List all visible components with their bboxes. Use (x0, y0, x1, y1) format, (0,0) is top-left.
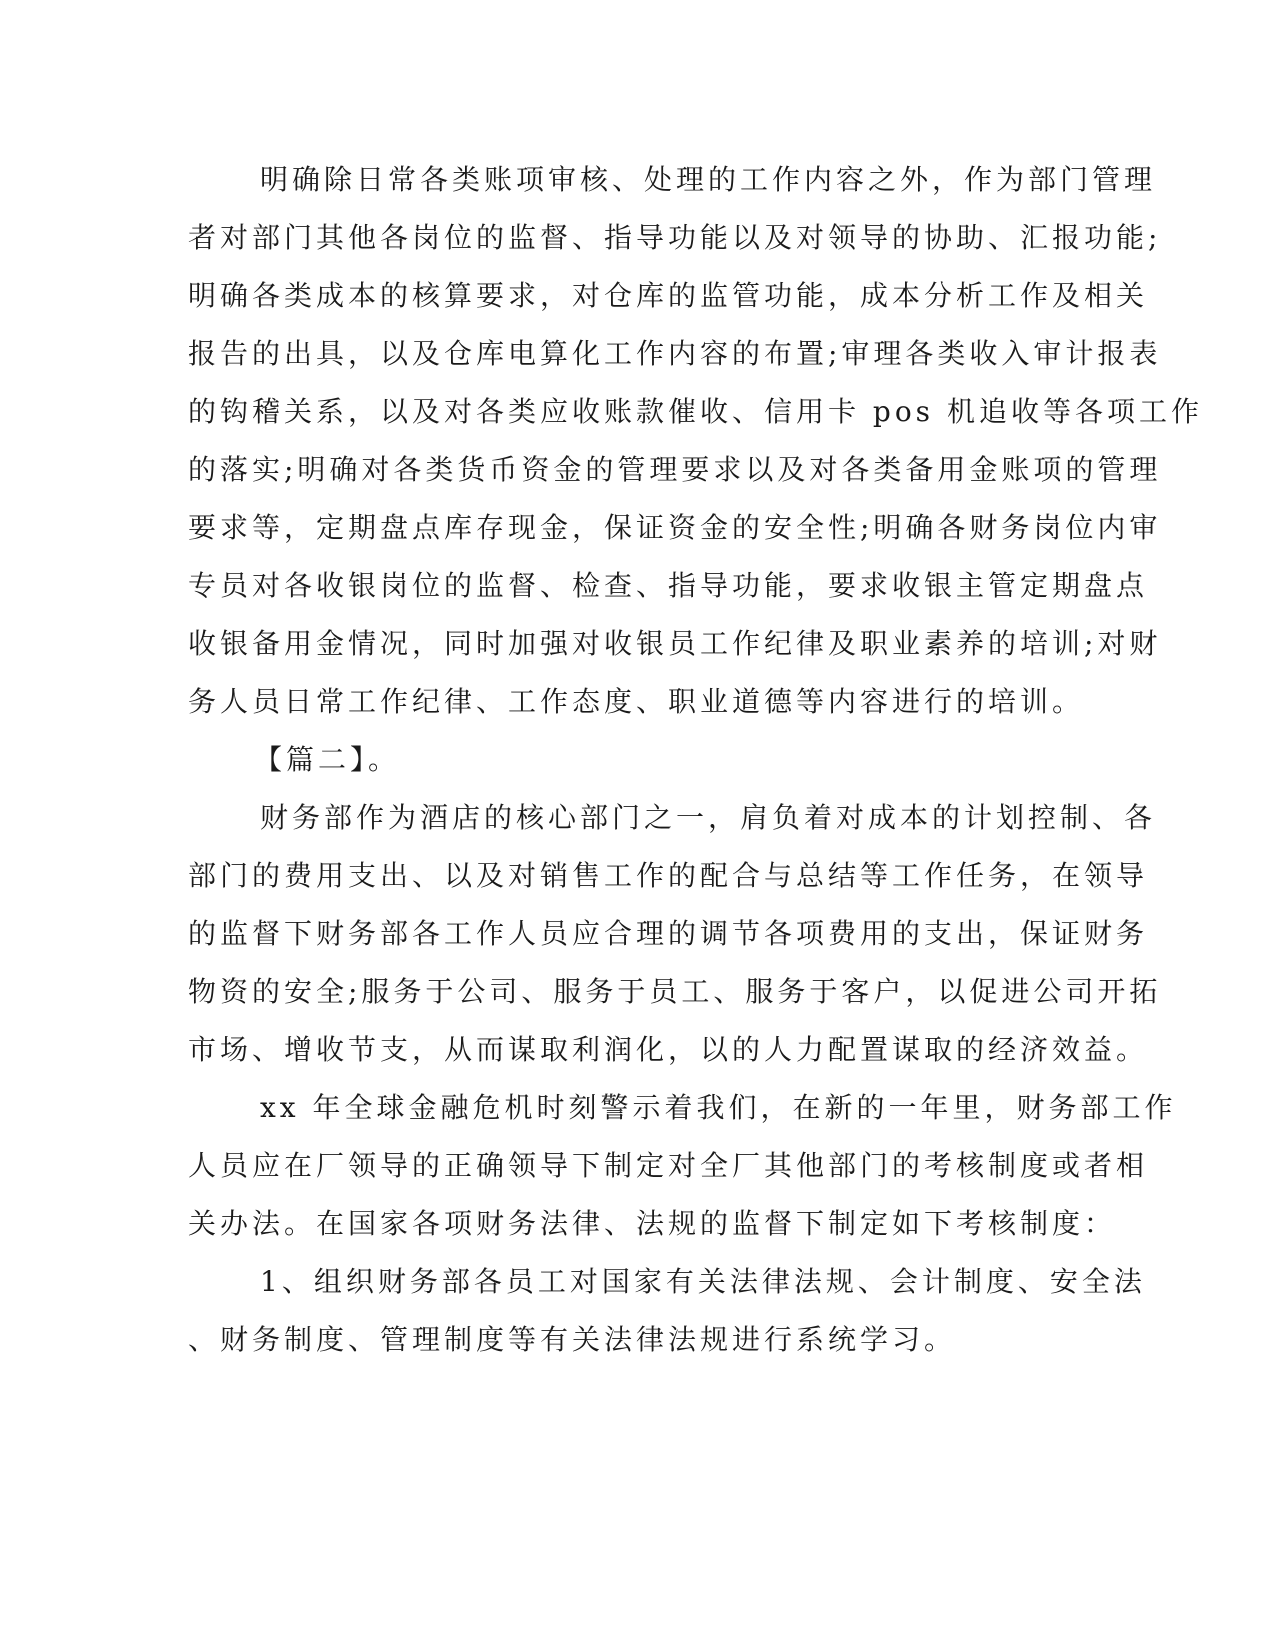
paragraph-2-line-3: 的监督下财务部各工作人员应合理的调节各项费用的支出，保证财务 (188, 917, 1149, 950)
paragraph-4-line-2: 、财务制度、管理制度等有关法律法规进行系统学习。 (188, 1323, 957, 1356)
paragraph-4-line-1: 1、组织财务部各员工对国家有关法律法规、会计制度、安全法 (260, 1265, 1146, 1298)
paragraph-2-line-5: 市场、增收节支，从而谋取利润化，以的人力配置谋取的经济效益。 (188, 1033, 1149, 1066)
paragraph-1-line-9: 收银备用金情况，同时加强对收银员工作纪律及职业素养的培训;对财 (188, 627, 1162, 660)
paragraph-3-line-2: 人员应在厂领导的正确领导下制定对全厂其他部门的考核制度或者相 (188, 1149, 1149, 1182)
paragraph-1-line-4: 报告的出具，以及仓库电算化工作内容的布置;审理各类收入审计报表 (188, 337, 1162, 370)
paragraph-1-line-3: 明确各类成本的核算要求，对仓库的监管功能，成本分析工作及相关 (188, 279, 1149, 312)
paragraph-1-line-5: 的钩稽关系，以及对各类应收账款催收、信用卡 pos 机追收等各项工作 (188, 395, 1203, 428)
paragraph-2-line-1: 财务部作为酒店的核心部门之一，肩负着对成本的计划控制、各 (260, 801, 1157, 834)
paragraph-3-line-3: 关办法。在国家各项财务法律、法规的监督下制定如下考核制度： (188, 1207, 1117, 1240)
paragraph-2-line-4: 物资的安全;服务于公司、服务于员工、服务于客户，以促进公司开拓 (188, 975, 1162, 1008)
section-heading: 【篇二】。 (254, 743, 401, 776)
paragraph-1-line-10: 务人员日常工作纪律、工作态度、职业道德等内容进行的培训。 (188, 685, 1085, 718)
paragraph-1-line-6: 的落实;明确对各类货币资金的管理要求以及对各类备用金账项的管理 (188, 453, 1162, 486)
paragraph-1-line-8: 专员对各收银岗位的监督、检查、指导功能，要求收银主管定期盘点 (188, 569, 1149, 602)
paragraph-3-line-1: xx 年全球金融危机时刻警示着我们，在新的一年里，财务部工作 (260, 1091, 1177, 1124)
paragraph-1-line-1: 明确除日常各类账项审核、处理的工作内容之外，作为部门管理 (260, 163, 1157, 196)
paragraph-2-line-2: 部门的费用支出、以及对销售工作的配合与总结等工作任务，在领导 (188, 859, 1149, 892)
paragraph-1-line-7: 要求等，定期盘点库存现金，保证资金的安全性;明确各财务岗位内审 (188, 511, 1162, 544)
paragraph-1-line-2: 者对部门其他各岗位的监督、指导功能以及对领导的协助、汇报功能; (188, 221, 1162, 254)
